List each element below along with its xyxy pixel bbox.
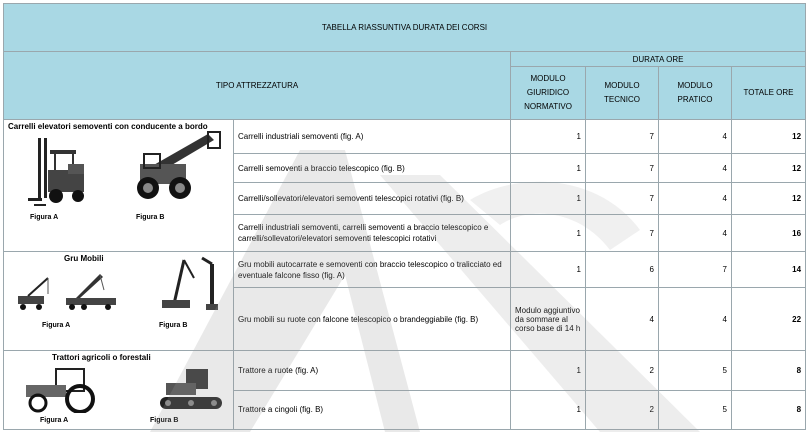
attrezzatura-description: Carrelli semoventi a braccio telescopico (fig. B) bbox=[234, 154, 511, 183]
forklift-illustration bbox=[28, 136, 88, 208]
figure-b-caption: Figura B bbox=[159, 322, 188, 329]
category-title: Gru Mobili bbox=[64, 254, 104, 263]
totale-hours: 14 bbox=[732, 252, 806, 288]
tecnico-hours: 7 bbox=[586, 154, 659, 183]
figure-a-caption: Figura A bbox=[42, 322, 71, 329]
tecnico-hours: 4 bbox=[586, 288, 659, 351]
category-carrelli bbox=[4, 120, 234, 252]
giuridico-hours: 1 bbox=[511, 215, 586, 252]
totale-hours: 12 bbox=[732, 120, 806, 154]
pratico-hours: 4 bbox=[659, 120, 732, 154]
tipo-attrezzatura-header: TIPO ATTREZZATURA bbox=[4, 52, 511, 120]
tecnico-hours: 2 bbox=[586, 390, 659, 430]
giuridico-hours: 1 bbox=[511, 351, 586, 391]
tower-crane-illustration bbox=[154, 256, 224, 312]
totale-hours: 8 bbox=[732, 390, 806, 430]
header-line: MODULO bbox=[677, 81, 713, 90]
summary-table bbox=[3, 3, 806, 430]
wheeled-tractor-illustration bbox=[18, 363, 108, 413]
header-line: TECNICO bbox=[604, 95, 640, 104]
totale-hours: 22 bbox=[732, 288, 806, 351]
telehandler-illustration bbox=[132, 130, 222, 204]
totale-hours: 12 bbox=[732, 183, 806, 215]
table-row bbox=[4, 252, 806, 288]
mobile-crane-illustration bbox=[14, 274, 124, 312]
attrezzatura-description: Carrelli industriali semoventi, carrelli semoventi a braccio telescopico e carrelli/sollevatori/elevatori semoventi telescopici rotativi bbox=[234, 215, 511, 252]
header-line: NORMATIVO bbox=[524, 102, 572, 111]
modulo-giuridico-header bbox=[511, 67, 586, 120]
table-title: TABELLA RIASSUNTIVA DURATA DEI CORSI bbox=[4, 4, 806, 52]
giuridico-hours: 1 bbox=[511, 390, 586, 430]
header-line: GIURIDICO bbox=[526, 88, 570, 97]
attrezzatura-description: Gru mobili su ruote con falcone telescopico o brandeggiabile (fig. B) bbox=[234, 288, 511, 351]
giuridico-hours: 1 bbox=[511, 154, 586, 183]
pratico-hours: 4 bbox=[659, 215, 732, 252]
figure-b-caption: Figura B bbox=[136, 214, 165, 221]
totale-hours: 16 bbox=[732, 215, 806, 252]
category-title: Carrelli elevatori semoventi con conducente a bordo bbox=[8, 122, 208, 131]
attrezzatura-description: Trattore a ruote (fig. A) bbox=[234, 351, 511, 391]
tecnico-hours: 7 bbox=[586, 215, 659, 252]
header-line: MODULO bbox=[530, 74, 566, 83]
tecnico-hours: 2 bbox=[586, 351, 659, 391]
pratico-hours: 5 bbox=[659, 351, 732, 391]
category-gru-mobili bbox=[4, 252, 234, 351]
attrezzatura-description: Carrelli industriali semoventi (fig. A) bbox=[234, 120, 511, 154]
giuridico-hours: 1 bbox=[511, 252, 586, 288]
pratico-hours: 5 bbox=[659, 390, 732, 430]
modulo-aggiuntivo-note: Modulo aggiuntivo da sommare al corso base di 14 h bbox=[511, 288, 586, 351]
figure-a-caption: Figura A bbox=[40, 417, 69, 424]
attrezzatura-description: Gru mobili autocarrate e semoventi con braccio telescopico o tralicciato ed eventuale falcone fisso (fig. A) bbox=[234, 252, 511, 288]
pratico-hours: 4 bbox=[659, 288, 732, 351]
figure-b-caption: Figura B bbox=[150, 417, 179, 424]
tracked-tractor-illustration bbox=[156, 365, 226, 413]
pratico-hours: 7 bbox=[659, 252, 732, 288]
category-trattori bbox=[4, 351, 234, 430]
attrezzatura-description: Carrelli/sollevatori/elevatori semoventi telescopici rotativi (fig. B) bbox=[234, 183, 511, 215]
durata-ore-header: DURATA ORE bbox=[511, 52, 806, 67]
modulo-tecnico-header bbox=[586, 67, 659, 120]
pratico-hours: 4 bbox=[659, 183, 732, 215]
giuridico-hours: 1 bbox=[511, 120, 586, 154]
table-row bbox=[4, 120, 806, 154]
totale-hours: 12 bbox=[732, 154, 806, 183]
totale-ore-header: TOTALE ORE bbox=[732, 67, 806, 120]
totale-hours: 8 bbox=[732, 351, 806, 391]
giuridico-hours: 1 bbox=[511, 183, 586, 215]
attrezzatura-description: Trattore a cingoli (fig. B) bbox=[234, 390, 511, 430]
header-line: PRATICO bbox=[677, 95, 713, 104]
tecnico-hours: 7 bbox=[586, 183, 659, 215]
table-row bbox=[4, 351, 806, 391]
tecnico-hours: 6 bbox=[586, 252, 659, 288]
figure-a-caption: Figura A bbox=[30, 214, 59, 221]
header-line: MODULO bbox=[604, 81, 640, 90]
tecnico-hours: 7 bbox=[586, 120, 659, 154]
modulo-pratico-header bbox=[659, 67, 732, 120]
category-title: Trattori agricoli o forestali bbox=[52, 353, 151, 362]
pratico-hours: 4 bbox=[659, 154, 732, 183]
